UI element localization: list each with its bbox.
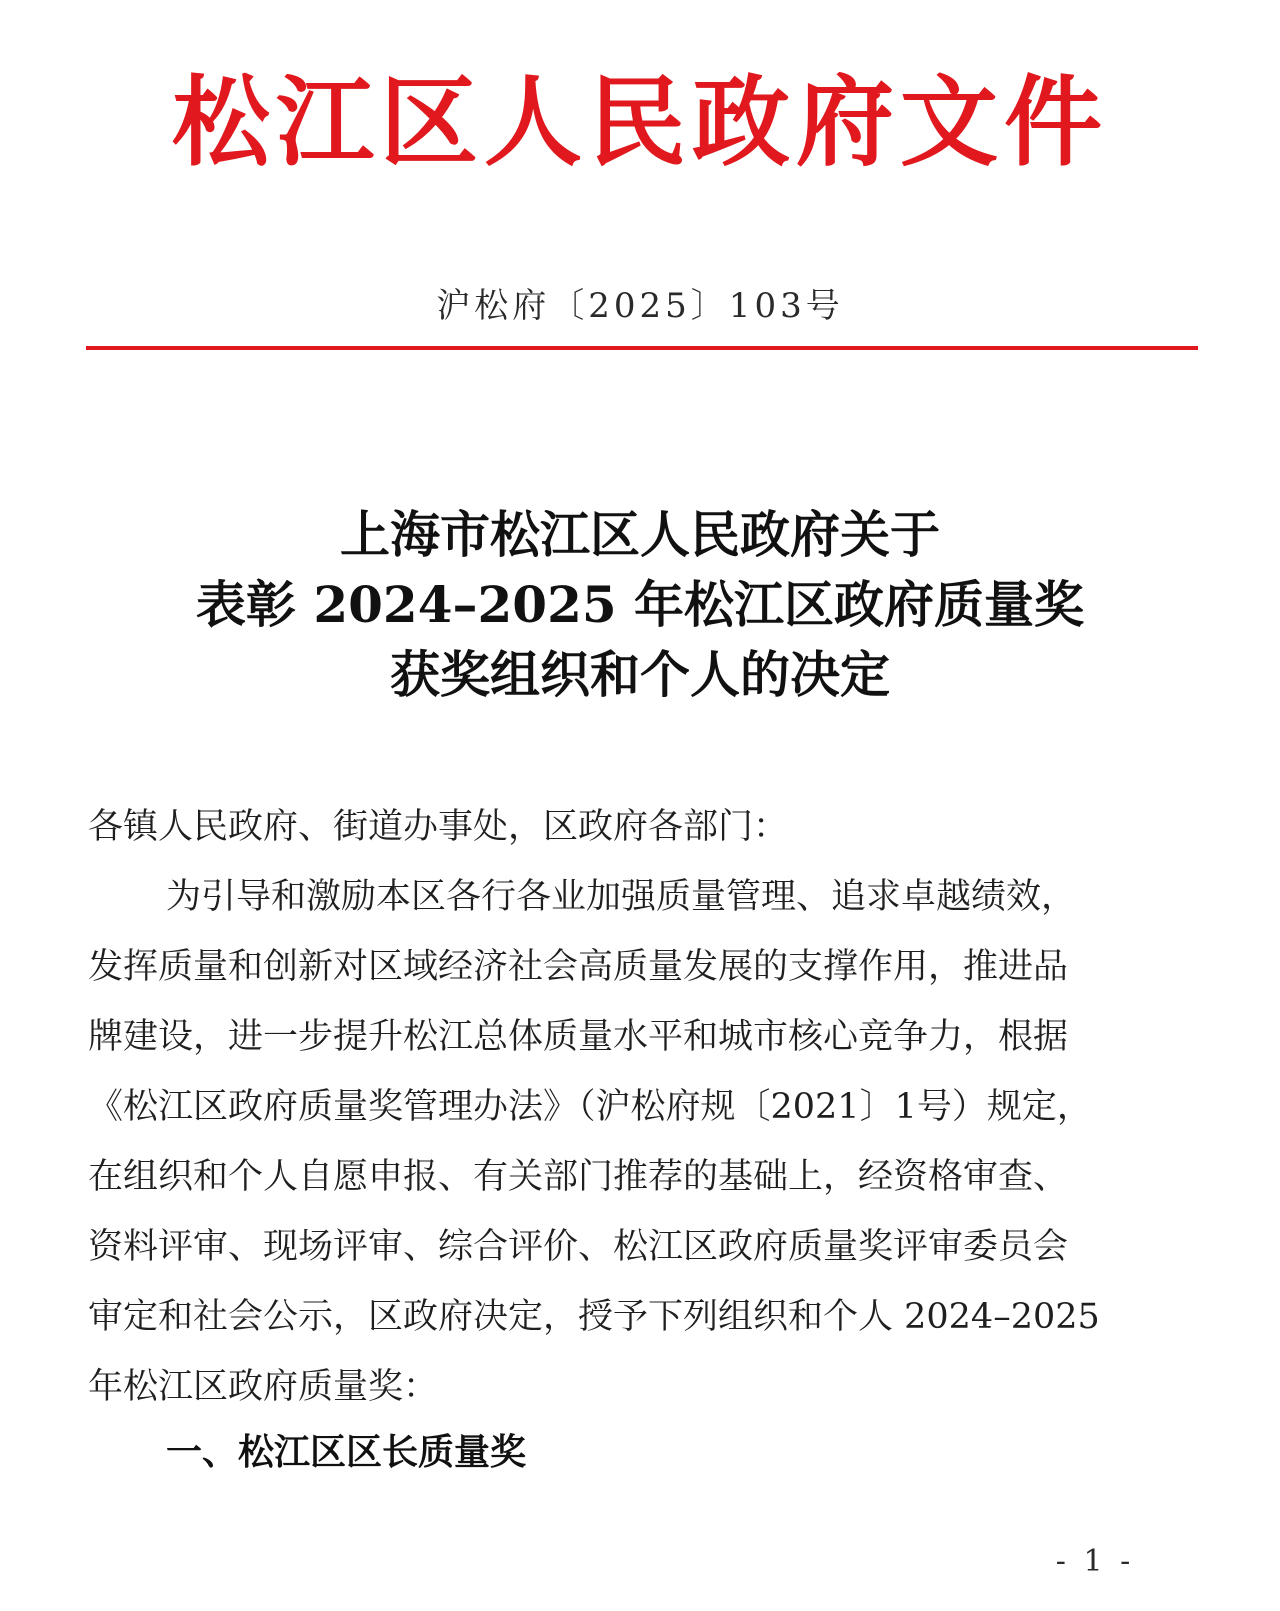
paragraph-line: 在组织和个人自愿申报、有关部门推荐的基础上，经资格审查、 <box>88 1157 1069 1197</box>
salutation: 各镇人民政府、街道办事处，区政府各部门： <box>88 807 789 847</box>
document-body <box>88 792 1188 1422</box>
title-line-2: 表彰 2024–2025 年松江区政府质量奖 <box>195 575 1085 634</box>
paragraph-line: 发挥质量和创新对区域经济社会高质量发展的支撑作用，推进品 <box>88 947 1069 987</box>
paragraph-line: 资料评审、现场评审、综合评价、松江区政府质量奖评审委员会 <box>88 1227 1069 1267</box>
document-title <box>0 500 1280 710</box>
paragraph-line: 审定和社会公示，区政府决定，授予下列组织和个人 2024–2025 <box>88 1297 1100 1337</box>
title-line-1: 上海市松江区人民政府关于 <box>340 505 940 564</box>
paragraph-line: 《松江区政府质量奖管理办法》（沪松府规〔2021〕1号）规定， <box>88 1087 1092 1127</box>
masthead-title: 松江区人民政府文件 <box>171 66 1108 180</box>
section-heading: 一、松江区区长质量奖 <box>166 1432 527 1473</box>
title-line-3: 获奖组织和个人的决定 <box>390 645 890 704</box>
paragraph-line: 为引导和激励本区各行各业加强质量管理、追求卓越绩效， <box>166 877 1077 917</box>
page-number: - 1 - <box>1055 1544 1135 1579</box>
document-number: 沪松府〔2025〕103号 <box>436 286 844 326</box>
paragraph-line: 年松江区政府质量奖： <box>88 1367 439 1407</box>
paragraph-line: 牌建设，进一步提升松江总体质量水平和城市核心竞争力，根据 <box>88 1017 1069 1057</box>
red-divider-rule <box>86 346 1198 350</box>
